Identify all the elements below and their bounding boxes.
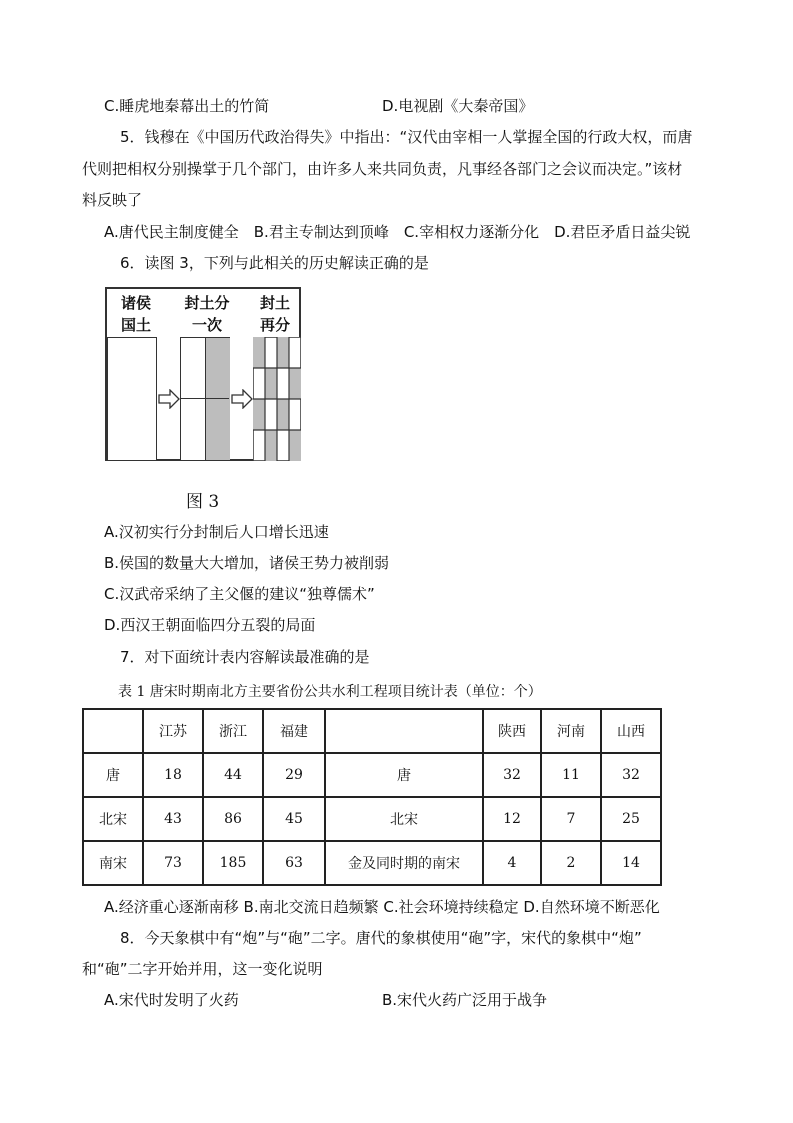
figure-caption: 图 3 bbox=[186, 492, 220, 512]
table-cell: 86 bbox=[203, 797, 263, 841]
q7-options: A.经济重心逐渐南移 B.南北交流日趋频繁 C.社会环境持续稳定 D.自然环境不断恶化 bbox=[104, 898, 660, 916]
table-cell: 185 bbox=[203, 841, 263, 885]
table-cell: 18 bbox=[143, 753, 203, 797]
arrow-right-icon bbox=[231, 389, 253, 409]
q8-stem-line-2: 和“砲”二字开始并用，这一变化说明 bbox=[82, 960, 323, 978]
undivided-territory-block bbox=[107, 337, 157, 461]
q8-option-b: B.宋代火药广泛用于战争 bbox=[382, 991, 548, 1009]
divided-once-shaded-half bbox=[205, 338, 230, 460]
table-cell: 14 bbox=[601, 841, 661, 885]
table-cell: 7 bbox=[541, 797, 601, 841]
table-cell: 25 bbox=[601, 797, 661, 841]
table-cell: 63 bbox=[263, 841, 325, 885]
table-row bbox=[83, 841, 661, 885]
arrow-right-icon bbox=[158, 389, 180, 409]
col2-header-line1: 封土分 bbox=[184, 294, 230, 312]
table-cell: 北宋 bbox=[325, 797, 483, 841]
col3-header-line2: 再分 bbox=[259, 316, 290, 334]
q6-stem: 6．读图 3，下列与此相关的历史解读正确的是 bbox=[120, 254, 429, 272]
q5-stem-line-3: 料反映了 bbox=[82, 191, 143, 209]
table-cell: 唐 bbox=[83, 753, 143, 797]
q7-stem: 7．对下面统计表内容解读最准确的是 bbox=[120, 648, 370, 666]
q6-option-d: D.西汉王朝面临四分五裂的局面 bbox=[104, 616, 316, 634]
q6-option-c: C.汉武帝采纳了主父偃的建议“独尊儒术” bbox=[104, 585, 375, 603]
water-projects-table bbox=[82, 708, 662, 886]
q8-stem-line-1: 8．今天象棋中有“炮”与“砲”二字。唐代的象棋使用“砲”字，宋代的象棋中“炮” bbox=[120, 929, 642, 947]
table-cell: 32 bbox=[601, 753, 661, 797]
table-cell: 金及同时期的南宋 bbox=[325, 841, 483, 885]
table-row bbox=[83, 797, 661, 841]
col1-header-line1: 诸侯 bbox=[120, 294, 151, 312]
table-cell: 73 bbox=[143, 841, 203, 885]
table-cell: 45 bbox=[263, 797, 325, 841]
table-header-cell bbox=[325, 709, 483, 753]
divided-once-split-line bbox=[181, 398, 229, 399]
q5-stem-line-1: 5．钱穆在《中国历代政治得失》中指出：“汉代由宰相一人掌握全国的行政大权，而唐 bbox=[120, 128, 693, 146]
table-cell: 32 bbox=[483, 753, 541, 797]
q6-option-a: A.汉初实行分封制后人口增长迅速 bbox=[104, 523, 329, 541]
col2-header-line2: 一次 bbox=[191, 316, 222, 334]
table-cell: 11 bbox=[541, 753, 601, 797]
col1-header-line2: 国土 bbox=[120, 316, 151, 334]
divided-once-block bbox=[180, 337, 230, 461]
table-cell: 2 bbox=[541, 841, 601, 885]
table-row bbox=[83, 753, 661, 797]
table-cell: 4 bbox=[483, 841, 541, 885]
table-cell: 唐 bbox=[325, 753, 483, 797]
q5-options: A.唐代民主制度健全 B.君主专制达到顶峰 C.宰相权力逐渐分化 D.君臣矛盾日益尖锐 bbox=[104, 223, 691, 241]
q5-stem-line-2: 代则把相权分别操掌于几个部门，由许多人来共同负责，凡事经各部门之会议而决定。”该材 bbox=[82, 160, 683, 178]
q4-option-d: D.电视剧《大秦帝国》 bbox=[382, 97, 534, 115]
q6-option-b: B.侯国的数量大大增加，诸侯王势力被削弱 bbox=[104, 554, 390, 572]
table-caption: 表 1 唐宋时期南北方主要省份公共水利工程项目统计表（单位：个） bbox=[118, 684, 542, 700]
divided-again-grid bbox=[253, 337, 301, 461]
figure-3-diagram bbox=[105, 287, 301, 461]
table-cell: 12 bbox=[483, 797, 541, 841]
table-header-cell: 江苏 bbox=[143, 709, 203, 753]
table-header-cell bbox=[83, 709, 143, 753]
q8-option-a: A.宋代时发明了火药 bbox=[104, 991, 239, 1009]
table-header-cell: 福建 bbox=[263, 709, 325, 753]
table-header-cell: 山西 bbox=[601, 709, 661, 753]
table-cell: 29 bbox=[263, 753, 325, 797]
table-header-cell: 河南 bbox=[541, 709, 601, 753]
table-header-row bbox=[83, 709, 661, 753]
table-cell: 44 bbox=[203, 753, 263, 797]
table-header-cell: 陕西 bbox=[483, 709, 541, 753]
col3-header-line1: 封土 bbox=[259, 294, 290, 312]
q4-option-c: C.睡虎地秦幕出土的竹简 bbox=[104, 97, 270, 115]
table-cell: 43 bbox=[143, 797, 203, 841]
table-cell: 南宋 bbox=[83, 841, 143, 885]
table-header-cell: 浙江 bbox=[203, 709, 263, 753]
table-cell: 北宋 bbox=[83, 797, 143, 841]
